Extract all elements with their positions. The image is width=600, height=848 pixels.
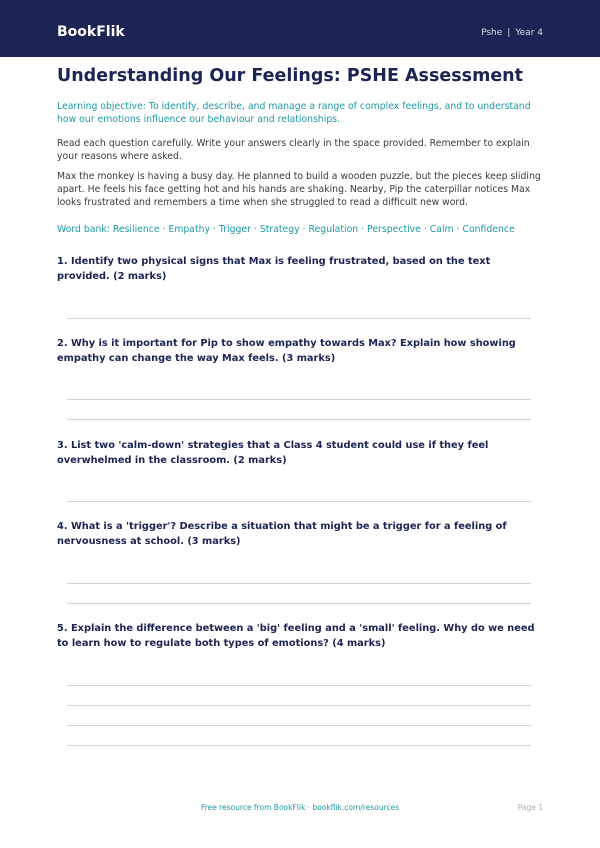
header-bar — [0, 0, 600, 57]
answer-line[interactable] — [67, 685, 531, 686]
question-5: 5. Explain the difference between a 'big' feeling and a 'small' feeling. Why do we need to learn how to regulate both types of emotions? (4 marks) — [57, 623, 535, 649]
answer-line[interactable] — [67, 501, 531, 502]
separator: | — [507, 28, 511, 38]
answer-line[interactable] — [67, 419, 531, 420]
word-bank: Word bank: Resilience · Empathy · Trigger · Strategy · Regulation · Perspective · Calm · Confidence — [57, 224, 515, 235]
answer-line[interactable] — [67, 603, 531, 604]
year-label: Year 4 — [515, 28, 543, 38]
question-1: 1. Identify two physical signs that Max is feeling frustrated, based on the text provided. (2 marks) — [57, 256, 491, 282]
page-number: Page 1 — [517, 803, 543, 812]
answer-line[interactable] — [67, 318, 531, 319]
question-4: 4. What is a 'trigger'? Describe a situation that might be a trigger for a feeling of nervousness at school. (3 marks) — [57, 521, 507, 547]
answer-line[interactable] — [67, 705, 531, 706]
subject-label: Pshe — [481, 28, 503, 38]
footer-resource-link[interactable]: Free resource from BookFlik · bookflik.com/resources — [200, 803, 400, 812]
answer-line[interactable] — [67, 399, 531, 400]
page-title: Understanding Our Feelings: PSHE Assessment — [57, 66, 524, 86]
instructions: Read each question carefully. Write your answers clearly in the space provided. Remember to explain your reasons where asked. — [57, 138, 530, 162]
answer-line[interactable] — [67, 583, 531, 584]
answer-line[interactable] — [67, 745, 531, 746]
answer-line[interactable] — [67, 725, 531, 726]
brand-logo[interactable]: BookFlik — [57, 24, 125, 40]
subject-year-label — [481, 27, 543, 39]
story-passage: Max the monkey is having a busy day. He planned to build a wooden puzzle, but the pieces keep sliding apart. He feels his face getting hot and his hands are shaking. Nearby, Pip the caterpillar notices Max looks frustrated and remembers a time when she struggled to read a difficult new word. — [57, 171, 541, 208]
question-2: 2. Why is it important for Pip to show empathy towards Max? Explain how showing empathy can change the way Max feels. (3 marks) — [57, 338, 516, 364]
question-3: 3. List two 'calm-down' strategies that a Class 4 student could use if they feel overwhelmed in the classroom. (2 marks) — [57, 440, 489, 466]
learning-objective: Learning objective: To identify, describe, and manage a range of complex feelings, and to understand how our emotions influence our behaviour and relationships. — [57, 101, 531, 125]
